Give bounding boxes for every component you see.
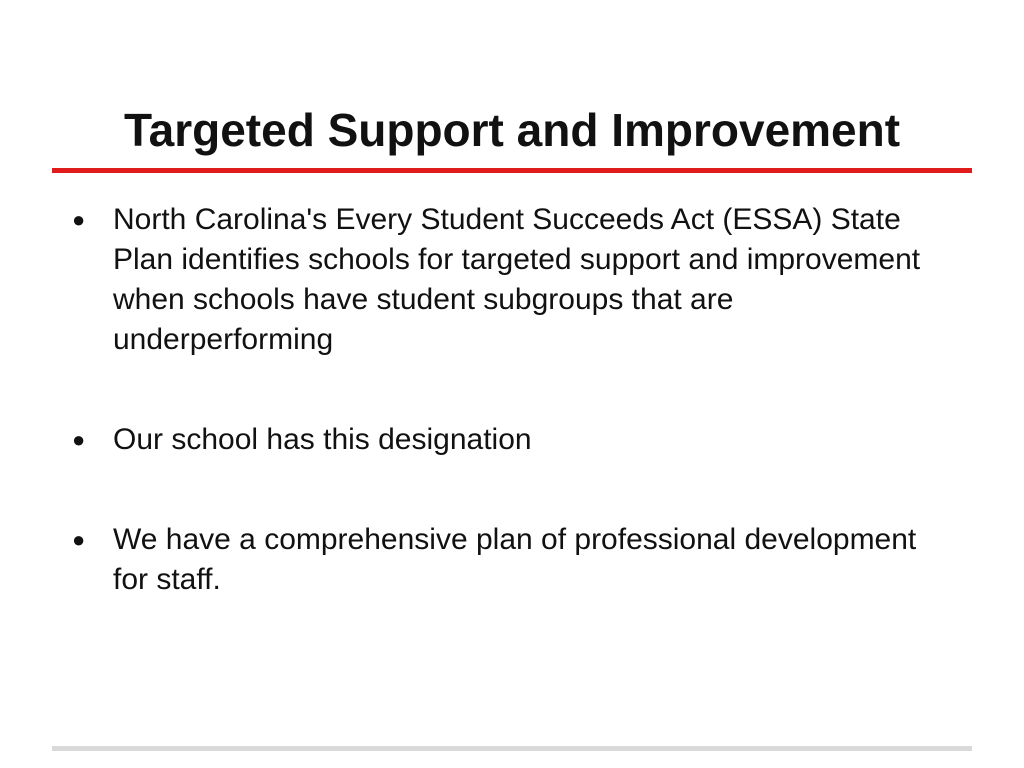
- slide-title: Targeted Support and Improvement: [123, 104, 901, 156]
- bullet-text: We have a comprehensive plan of professional development for staff.: [113, 523, 917, 596]
- bullet-dot-icon: ●: [72, 207, 86, 232]
- bullet-dot-icon: ●: [72, 527, 86, 552]
- bullet-list: [70, 200, 950, 600]
- bullet-item: [70, 520, 950, 600]
- bullet-text: North Carolina's Every Student Succeeds Act (ESSA) State Plan identifies schools for targeted support and improvement when schools have student subgroups that are underperforming: [113, 203, 921, 356]
- bullet-text: Our school has this designation: [113, 423, 532, 456]
- title-underline: [52, 168, 972, 173]
- bullet-item: [70, 420, 950, 460]
- bullet-item: [70, 200, 950, 360]
- footer-rule: [52, 746, 972, 751]
- bullet-dot-icon: ●: [72, 427, 86, 452]
